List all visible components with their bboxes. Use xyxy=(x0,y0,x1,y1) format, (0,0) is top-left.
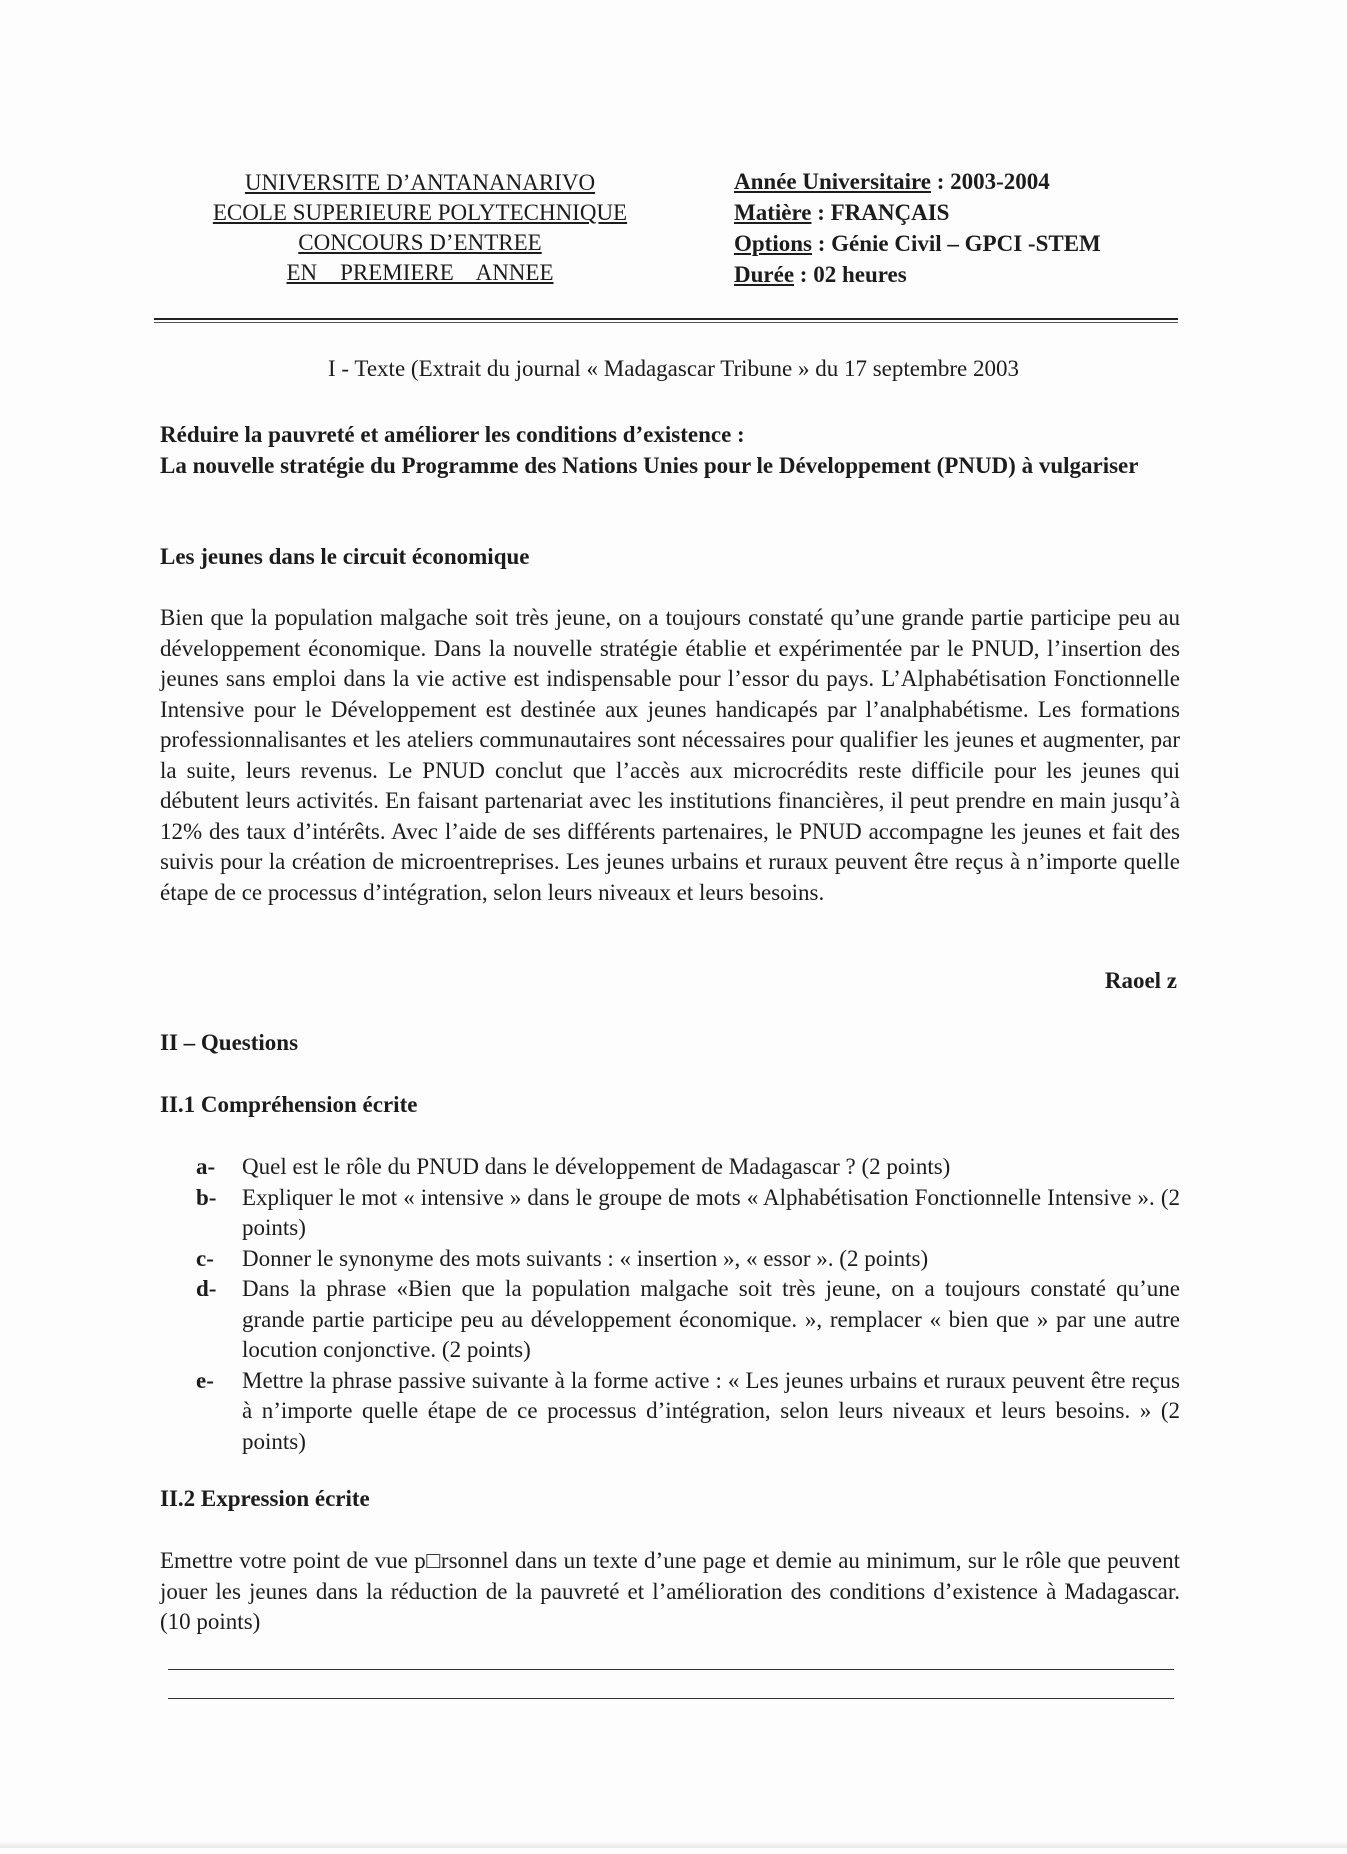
article-author: Raoel z xyxy=(1104,968,1177,993)
expression-title: II.2 Expression écrite xyxy=(160,1486,370,1511)
question-text: Mettre la phrase passive suivante à la forme active : « Les jeunes urbains et ruraux peuvent être reçus à n’importe quelle étape de ce processus d’intégration, selon leurs niveaux et leurs besoins. » (2 points) xyxy=(242,1367,1180,1454)
institution-header xyxy=(150,168,690,288)
exam-info-header xyxy=(734,166,1294,290)
question-item xyxy=(196,1183,1180,1244)
article-subtitle: Les jeunes dans le circuit économique xyxy=(160,544,530,569)
question-letter: a- xyxy=(196,1154,216,1179)
academic-year: Année Universitaire : 2003-2004 xyxy=(734,169,1050,194)
question-letter: c- xyxy=(196,1245,214,1271)
header-divider-thin xyxy=(154,322,1178,323)
expression-body: Emettre votre point de vue p□rsonnel dans un texte d’une page et demie au minimum, sur le rôle que peuvent jouer les jeunes dans la réduction de la pauvreté et l’amélioration des conditions d’existence à Madagascar. (10 points) xyxy=(160,1548,1180,1634)
comprehension-title: II.1 Compréhension écrite xyxy=(160,1092,418,1117)
question-letter: b- xyxy=(196,1184,217,1210)
question-text: Donner le synonyme des mots suivants : « insertion », « essor ». (2 points) xyxy=(242,1245,929,1271)
article-title-line2: La nouvelle stratégie du Programme des Nations Unies pour le Développement (PNUD) à vulgariser xyxy=(160,452,1139,478)
question-text: Expliquer le mot « intensive » dans le groupe de mots « Alphabétisation Fonctionnelle Intensive ». (2 points) xyxy=(242,1184,1180,1240)
question-text: Dans la phrase «Bien que la population malgache soit très jeune, on a toujours constaté qu’une grande partie participe peu au développement économique. », remplacer « bien que » par une autre locution conjonctive. (2 points) xyxy=(242,1276,1180,1362)
university-name: UNIVERSITE D’ANTANANARIVO xyxy=(244,170,596,195)
exam-level: EN PREMIERE ANNEE xyxy=(286,260,554,285)
answer-line xyxy=(168,1669,1174,1670)
answer-line xyxy=(168,1698,1174,1699)
options: Options : Génie Civil – GPCI -STEM xyxy=(734,231,1101,256)
scan-edge xyxy=(0,1840,1347,1848)
question-list xyxy=(196,1152,1180,1457)
article-body: Bien que la population malgache soit très jeune, on a toujours constaté qu’une grande partie participe peu au développement économique. Dans la nouvelle stratégie établie et expérimentée par le PNUD, l’insertion des jeunes sans emploi dans la vie active est indispensable pour l’essor du pays. L’Alphabétisation Fonctionnelle Intensive pour le Développement est destinée aux jeunes handicapés par l’analphabétisme. Les formations professionnalisantes et les ateliers communautaires sont nécessaires pour qualifier les jeunes et augmenter, par la suite, leurs revenus. Le PNUD conclut que l’accès aux microcrédits reste difficile pour les jeunes qui débutent leurs activités. En faisant partenariat avec les institutions financières, il peut prendre en main jusqu’à 12% des taux d’intérêts. Avec l’aide de ses différents partenaires, le PNUD accompagne les jeunes et fait des suivis pour la création de microentreprises. Les jeunes urbains et ruraux peuvent être reçus à n’importe quelle étape de ce processus d’intégration, selon leurs niveaux et leurs besoins. xyxy=(160,605,1180,905)
duration: Durée : 02 heures xyxy=(734,262,907,287)
text-source-line: I - Texte (Extrait du journal « Madagascar Tribune » du 17 septembre 2003 xyxy=(328,356,1019,381)
question-item xyxy=(196,1152,1180,1183)
question-item xyxy=(196,1244,1180,1275)
subject: Matière : FRANÇAIS xyxy=(734,200,950,225)
article-title-line1: Réduire la pauvreté et améliorer les conditions d’existence : xyxy=(160,422,745,447)
question-item xyxy=(196,1274,1180,1366)
question-item xyxy=(196,1366,1180,1458)
header-divider xyxy=(154,318,1178,320)
question-letter: e- xyxy=(196,1367,214,1393)
questions-section-title: II – Questions xyxy=(160,1030,299,1055)
article-title xyxy=(160,420,1180,481)
exam-name: CONCOURS D’ENTREE xyxy=(298,230,542,255)
question-text: Quel est le rôle du PNUD dans le développement de Madagascar ? (2 points) xyxy=(242,1154,951,1179)
question-letter: d- xyxy=(196,1276,217,1301)
school-name: ECOLE SUPERIEURE POLYTECHNIQUE xyxy=(212,200,628,225)
